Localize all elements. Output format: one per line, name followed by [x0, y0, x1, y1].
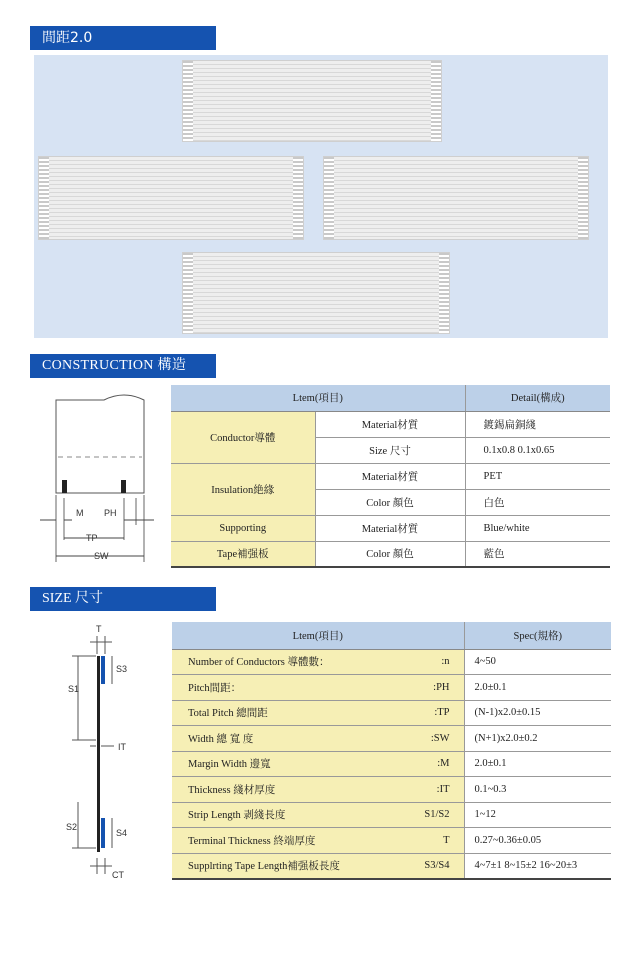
size-item: Terminal Thickness 終端厚度: [172, 828, 360, 854]
diagram-label-s3: S3: [116, 664, 128, 674]
diagram-label-tp: TP: [86, 533, 98, 543]
table-row: [172, 751, 611, 777]
table-row: [172, 853, 611, 879]
size-spec: 0.1~0.3: [464, 777, 611, 803]
construction-item-tape: Tape補强板: [171, 541, 315, 567]
table-row: [172, 675, 611, 701]
size-item: Width 總 寬 度: [172, 726, 360, 752]
size-code: :IT: [360, 777, 464, 803]
construction-sub-label: Material材質: [315, 515, 465, 541]
size-spec: (N-1)x2.0±0.15: [464, 700, 611, 726]
diagram-label-ct: CT: [112, 870, 124, 880]
table-row: [172, 802, 611, 828]
construction-item-conductor: Conductor導體: [171, 411, 315, 463]
size-code: :PH: [360, 675, 464, 701]
construction-detail-value: 白色: [465, 489, 610, 515]
size-code: T: [360, 828, 464, 854]
size-item: Margin Width 邊寬: [172, 751, 360, 777]
construction-sub-label: Size 尺寸: [315, 437, 465, 463]
size-spec: 4~50: [464, 649, 611, 675]
table-row: [172, 649, 611, 675]
diagram-label-s1: S1: [68, 684, 80, 694]
size-item: Thickness 綫材厚度: [172, 777, 360, 803]
construction-header-item: Ltem(項目): [171, 385, 465, 411]
construction-sub-label: Material材質: [315, 411, 465, 437]
table-row: [172, 726, 611, 752]
construction-sub-label: Color 顏色: [315, 489, 465, 515]
size-code: S3/S4: [360, 853, 464, 879]
size-header-spec: Spec(規格): [464, 622, 611, 649]
diagram-label-it: IT: [118, 742, 126, 752]
construction-detail-value: Blue/white: [465, 515, 610, 541]
construction-detail-value: 藍色: [465, 541, 610, 567]
construction-detail-value: PET: [465, 463, 610, 489]
construction-sub-label: Color 顏色: [315, 541, 465, 567]
construction-header-detail: Detail(構成): [465, 385, 610, 411]
size-code: :M: [360, 751, 464, 777]
construction-table: [171, 385, 610, 568]
size-diagram: [60, 622, 140, 882]
construction-diagram: [34, 390, 164, 570]
section-title-size: SIZE 尺寸: [30, 587, 216, 611]
size-item: Pitch間距：: [172, 675, 360, 701]
ffc-cable-image: [323, 156, 589, 240]
size-item: Strip Length 剥綫長度: [172, 802, 360, 828]
section-title-construction: CONSTRUCTION 構造: [30, 354, 216, 378]
size-code: :n: [360, 649, 464, 675]
size-spec: 2.0±0.1: [464, 675, 611, 701]
construction-detail-value: 鍍錫扁銅綫: [465, 411, 610, 437]
ffc-cable-image: [38, 156, 304, 240]
diagram-label-m: M: [76, 508, 84, 518]
size-code: :SW: [360, 726, 464, 752]
diagram-label-s4: S4: [116, 828, 128, 838]
diagram-label-t: T: [96, 624, 102, 634]
section-title-pitch: 間距2.0: [30, 26, 216, 50]
size-spec: 4~7±1 8~15±2 16~20±3: [464, 853, 611, 879]
construction-detail-value: 0.1x0.8 0.1x0.65: [465, 437, 610, 463]
diagram-label-ph: PH: [104, 508, 117, 518]
ffc-cable-image: [182, 252, 450, 334]
size-spec: 2.0±0.1: [464, 751, 611, 777]
size-header-item: Ltem(項目): [172, 622, 464, 649]
diagram-label-s2: S2: [66, 822, 78, 832]
size-table: [172, 622, 611, 880]
table-row: [172, 777, 611, 803]
size-item: Number of Conductors 導體數：: [172, 649, 360, 675]
construction-sub-label: Material材質: [315, 463, 465, 489]
table-row: [172, 828, 611, 854]
diagram-label-sw: SW: [94, 551, 109, 561]
construction-item-insulation: Insulation絶緣: [171, 463, 315, 515]
size-spec: 0.27~0.36±0.05: [464, 828, 611, 854]
product-photo: [34, 55, 608, 338]
size-item: Supplrting Tape Length補强板長度: [172, 853, 360, 879]
ffc-cable-image: [182, 60, 442, 142]
size-code: S1/S2: [360, 802, 464, 828]
size-item: Total Pitch 總間距: [172, 700, 360, 726]
size-code: :TP: [360, 700, 464, 726]
table-row: [172, 700, 611, 726]
size-spec: 1~12: [464, 802, 611, 828]
size-spec: (N+1)x2.0±0.2: [464, 726, 611, 752]
construction-item-supporting: Supporting: [171, 515, 315, 541]
